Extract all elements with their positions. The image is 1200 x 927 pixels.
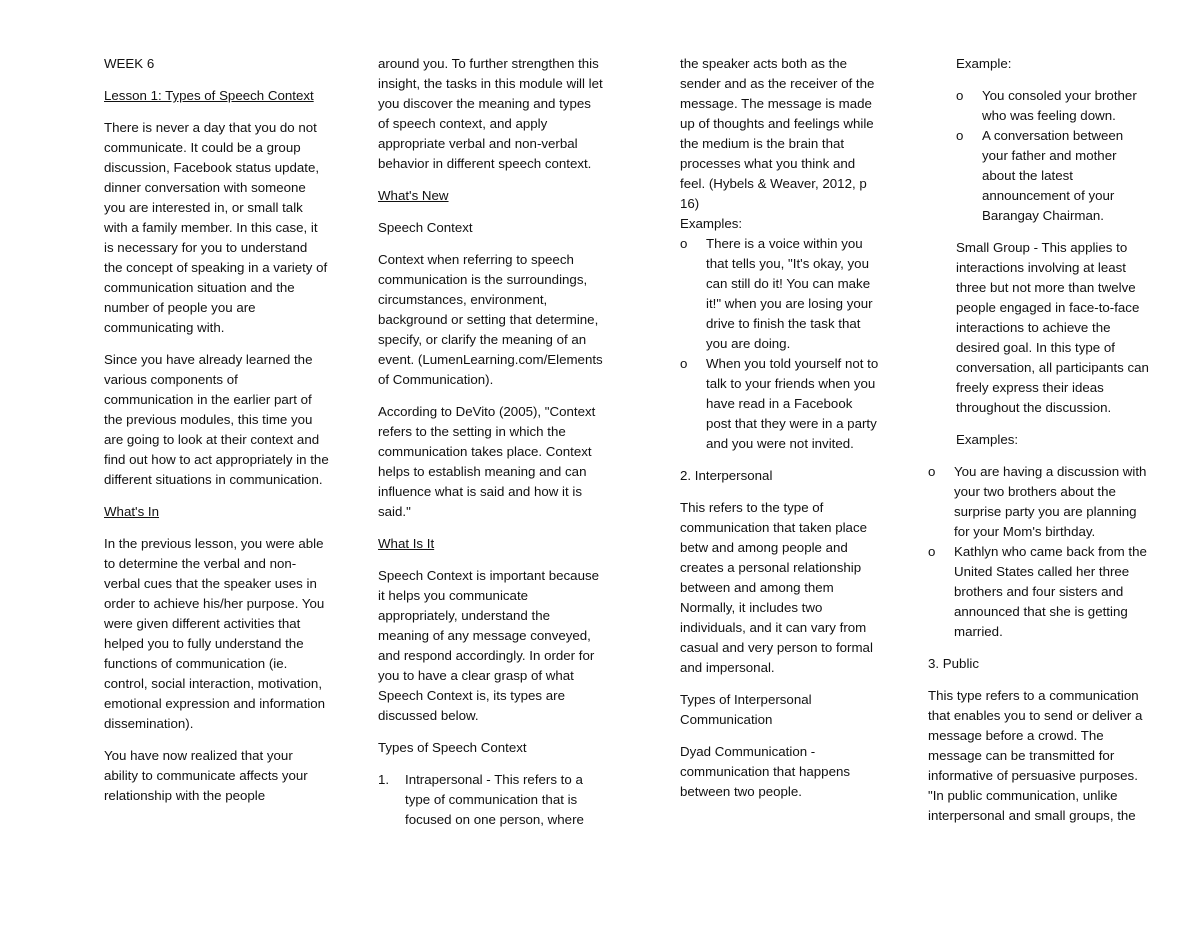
circle-bullet-icon: o bbox=[928, 544, 936, 559]
list-item bbox=[928, 462, 1150, 542]
column-4 bbox=[928, 54, 1150, 826]
types-heading: Types of Speech Context bbox=[378, 740, 527, 755]
intro-paragraph: There is never a day that you do not communicate. It could be a group discussion, Facebook status update, dinner conversation with someone you are interested in, or small talk with a family member. In this case, it is necessary for you to understand the concept of speaking in a variety of communication situation and the number of people you are communicating with. bbox=[104, 120, 328, 335]
intrapersonal-examples bbox=[680, 234, 880, 454]
dyad-examples bbox=[956, 86, 1150, 226]
devito-quote-paragraph: According to DeVito (2005), "Context refers to the setting in which the communication takes place. Context helps to establish meaning and can influence what is said and how it is said." bbox=[378, 404, 596, 519]
whats-new-heading: What's New bbox=[378, 188, 449, 203]
small-group-paragraph: Small Group - This applies to interactions involving at least three but not more than twelve people engaged in face-to-face interactions to achieve the desired goal. In this type of conversation, all participants can freely express their ideas throughout the discussion. bbox=[956, 240, 1149, 415]
realization-paragraph: You have now realized that your ability to communicate affects your relationship with the people bbox=[104, 748, 308, 803]
previous-lesson-paragraph: In the previous lesson, you were able to determine the verbal and non-verbal cues that the speaker uses in order to achieve his/her purpose. You were given different activities that helped you to fully understand the functions of communication (ie. control, social interaction, motivation, emotional expression and information dissemination). bbox=[104, 536, 326, 731]
circle-bullet-icon: o bbox=[956, 88, 964, 103]
public-paragraph: This type refers to a communication that enables you to send or deliver a message before a crowd. The message can be transmitted for informative of persuasive purposes. "In public communication, unlike interpersonal and small groups, the bbox=[928, 688, 1143, 823]
speech-context-subheading: Speech Context bbox=[378, 220, 473, 235]
week-label: WEEK 6 bbox=[104, 56, 155, 71]
examples-label: Examples: bbox=[680, 216, 743, 231]
interpersonal-paragraph: This refers to the type of communication that taken place betw and among people and creates a personal relationship between and among them Normally, it includes two individuals, and it can vary from casual and very person to formal and impersonal. bbox=[680, 500, 873, 675]
continuation-paragraph: around you. To further strengthen this insight, the tasks in this module will let you discover the meaning and types of speech context, and apply appropriate verbal and non-verbal behavior in different speech context. bbox=[378, 56, 603, 171]
small-group-examples bbox=[928, 462, 1150, 642]
list-item bbox=[378, 770, 603, 830]
interpersonal-types-heading: Types of Interpersonal Communication bbox=[680, 692, 812, 727]
dyad-paragraph: Dyad Communication - communication that happens between two people. bbox=[680, 744, 851, 799]
circle-bullet-icon: o bbox=[680, 236, 688, 251]
list-item bbox=[956, 126, 1150, 226]
list-item bbox=[928, 542, 1150, 642]
example-text: A conversation between your father and mother about the latest announcement of your Barangay Chairman. bbox=[982, 128, 1124, 223]
example-text: You are having a discussion with your two brothers about the surprise party you are planning for your Mom's birthday. bbox=[954, 464, 1147, 539]
list-number: 1. bbox=[378, 772, 390, 787]
example-text: Kathlyn who came back from the United States called her three brothers and four sisters and announced that she is getting married. bbox=[954, 544, 1147, 639]
example-text: When you told yourself not to talk to your friends when you have read in a Facebook post that they were in a party and you were not invited. bbox=[706, 356, 879, 451]
lesson-title: Lesson 1: Types of Speech Context bbox=[104, 88, 314, 103]
interpersonal-heading: 2. Interpersonal bbox=[680, 468, 773, 483]
list-item bbox=[956, 86, 1150, 126]
example-text: There is a voice within you that tells you, "It's okay, you can still do it! You can make it!" when you are losing your drive to finish the task that you are doing. bbox=[706, 236, 873, 351]
intrapersonal-continuation: the speaker acts both as the sender and as the receiver of the message. The message is made up of thoughts and feelings while the medium is the brain that processes what you think and feel. (Hybels & Weaver, 2012, p 16) bbox=[680, 56, 875, 211]
column-2 bbox=[378, 54, 603, 830]
context-definition-paragraph: Context when referring to speech communication is the surroundings, circumstances, environment, background or setting that determine, specify, or clarify the meaning of an event. (LumenLearning.com/Elements of Communication). bbox=[378, 252, 603, 387]
importance-paragraph: Speech Context is important because it helps you communicate appropriately, understand the meaning of any message conveyed, and respond accordingly. In order for you to have a clear grasp of what Speech Context is, its types are discussed below. bbox=[378, 568, 600, 723]
list-item bbox=[680, 354, 880, 454]
circle-bullet-icon: o bbox=[928, 464, 936, 479]
examples-label: Examples: bbox=[956, 432, 1019, 447]
what-is-it-heading: What Is It bbox=[378, 536, 435, 551]
example-label: Example: bbox=[956, 56, 1012, 71]
list-item bbox=[680, 234, 880, 354]
column-1 bbox=[104, 54, 329, 806]
components-paragraph: Since you have already learned the various components of communication in the earlier part of the previous modules, this time you are going to look at their context and find out how to act appropriately in the different situations in communication. bbox=[104, 352, 329, 487]
circle-bullet-icon: o bbox=[956, 128, 964, 143]
types-list bbox=[378, 770, 603, 830]
public-heading: 3. Public bbox=[928, 656, 979, 671]
circle-bullet-icon: o bbox=[680, 356, 688, 371]
intrapersonal-item: Intrapersonal - This refers to a type of communication that is focused on one person, where bbox=[405, 772, 584, 827]
column-3 bbox=[680, 54, 880, 814]
example-text: You consoled your brother who was feeling down. bbox=[982, 88, 1137, 123]
whats-in-heading: What's In bbox=[104, 504, 160, 519]
